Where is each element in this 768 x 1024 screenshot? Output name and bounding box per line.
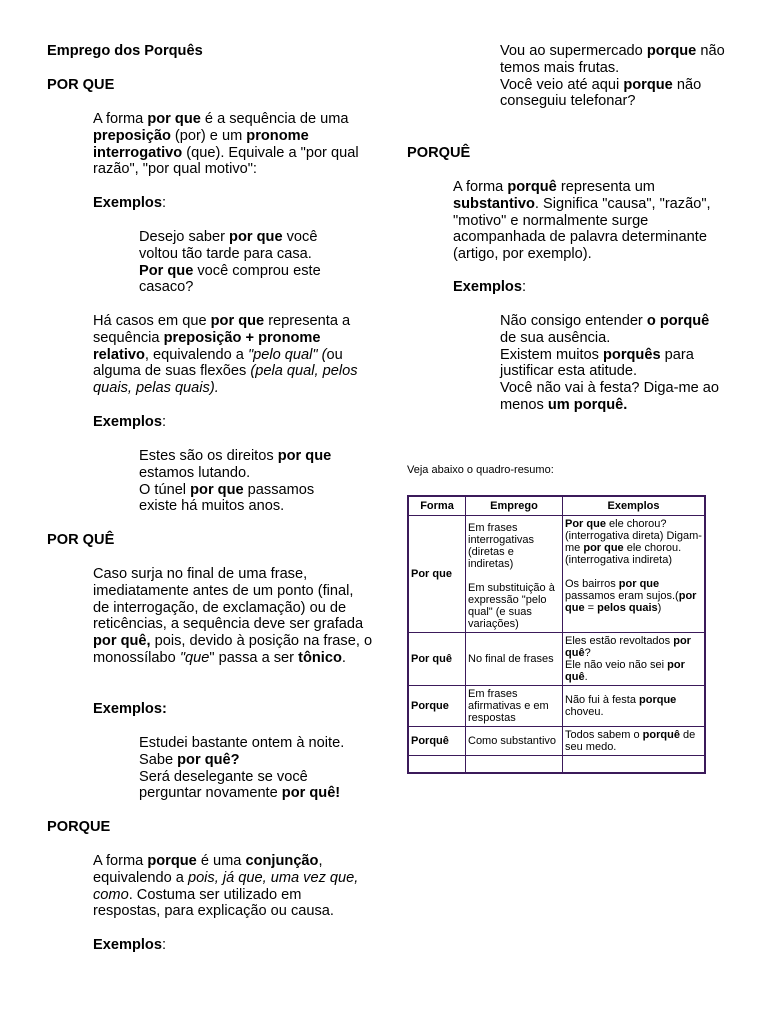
column-header: Forma — [408, 496, 466, 516]
definition-porque-acento: A forma porquê representa um substantivo. Significa "causa", "razão", "motivo" e normalmente surge acompanhada de palavra determinante (artigo, por exemplo). — [453, 179, 711, 263]
summary-intro: Veja abaixo o quadro-resumo: — [407, 464, 554, 476]
section-heading-por-que: POR QUE — [47, 77, 115, 93]
example-sentence: Sabe por quê? — [139, 751, 240, 768]
table-cell-empty — [466, 756, 563, 774]
example-sentence: Vou ao supermercado porque não temos mais frutas. — [500, 43, 725, 76]
examples-label: Exemplos: — [93, 937, 167, 953]
example-sentence: Você veio até aqui porque não conseguiu telefonar? — [500, 76, 702, 110]
example-sentence: Existem muitos porquês para justificar esta atitude. — [500, 346, 694, 380]
table-row — [408, 516, 705, 633]
table-cell-exemplos: Por que ele chorou? (interrogativa direta) Digam-me por que ele chorou. (interrogativa indireta) Os bairros por que passamos eram sujos.(por que = pelos quais) — [563, 516, 706, 633]
example-sentence: Você não vai à festa? Diga-me ao menos um porquê. — [500, 380, 720, 413]
table-cell-emprego: No final de frases — [466, 633, 563, 686]
table-cell-forma: Por quê — [408, 633, 466, 686]
definition-por-que: A forma por que é a sequência de uma preposição (por) e um pronome interrogativo (que). Equivale a "por qual razão", "por qual motivo": — [93, 111, 359, 178]
table-cell-emprego: Em frases interrogativas (diretas e indiretas) Em substituição à expressão "pelo qual" (e suas variações) — [466, 516, 563, 633]
table-header-row — [408, 496, 705, 516]
examples-label: Exemplos: — [93, 701, 167, 717]
table-cell-empty — [408, 756, 466, 774]
table-cell-exemplos: Eles estão revoltados por quê? Ele não veio não sei por quê. — [563, 633, 706, 686]
column-header: Emprego — [466, 496, 563, 516]
example-sentence: Estudei bastante ontem à noite. — [139, 735, 345, 751]
definition-por-que-acento: Caso surja no final de uma frase, imediatamente antes de um ponto (final, de interrogação, de exclamação) ou de reticências, a sequência deve ser grafada por quê, pois, devido à posição na frase, o monossílabo "que" passa a ser tônico. — [93, 566, 373, 666]
table-row-empty — [408, 756, 705, 774]
table-cell-emprego: Em frases afirmativas e em respostas — [466, 686, 563, 727]
page-title: Emprego dos Porquês — [47, 43, 203, 59]
example-sentence: Desejo saber por que você voltou tão tarde para casa. — [139, 229, 318, 262]
examples-porque — [500, 43, 725, 110]
summary-table — [407, 495, 706, 774]
table-cell-exemplos: Todos sabem o porquê de seu medo. — [563, 727, 706, 756]
table-row — [408, 686, 705, 727]
table-cell-emprego: Como substantivo — [466, 727, 563, 756]
example-sentence: Será deselegante se você perguntar novamente por quê! — [139, 768, 341, 802]
table-cell-empty — [563, 756, 706, 774]
examples-label: Exemplos: — [453, 279, 527, 295]
definition-por-que-relativo: Há casos em que por que representa a sequência preposição + pronome relativo, equivalendo a "pelo qual" (ou alguma de suas flexões (pela qual, pelos quais, pelas quais). — [93, 313, 358, 397]
example-sentence: Estes são os direitos por que estamos lutando. — [139, 448, 332, 481]
example-sentence: Por que você comprou este casaco? — [139, 262, 321, 296]
examples-por-que-relativo — [139, 448, 339, 515]
column-header: Exemplos — [563, 496, 706, 516]
example-sentence: Não consigo entender o porquê de sua ausência. — [500, 313, 710, 346]
examples-porque-acento — [500, 313, 720, 414]
examples-label: Exemplos: — [93, 195, 167, 211]
table-cell-forma: Porquê — [408, 727, 466, 756]
table-row — [408, 633, 705, 686]
examples-por-que-acento — [139, 735, 364, 802]
definition-porque: A forma porque é uma conjunção, equivalendo a pois, já que, uma vez que, como. Costuma ser utilizado em respostas, para explicação ou causa. — [93, 853, 359, 920]
section-heading-por-que-acento: POR QUÊ — [47, 532, 115, 548]
table-cell-forma: Por que — [408, 516, 466, 633]
table-cell-forma: Porque — [408, 686, 466, 727]
examples-label: Exemplos: — [93, 414, 167, 430]
section-heading-porque: PORQUE — [47, 819, 111, 835]
table-cell-exemplos: Não fui à festa porque choveu. — [563, 686, 706, 727]
table-row — [408, 727, 705, 756]
section-heading-porque-acento: PORQUÊ — [407, 145, 471, 161]
example-sentence: O túnel por que passamos existe há muitos anos. — [139, 481, 315, 515]
examples-por-que — [139, 229, 349, 296]
